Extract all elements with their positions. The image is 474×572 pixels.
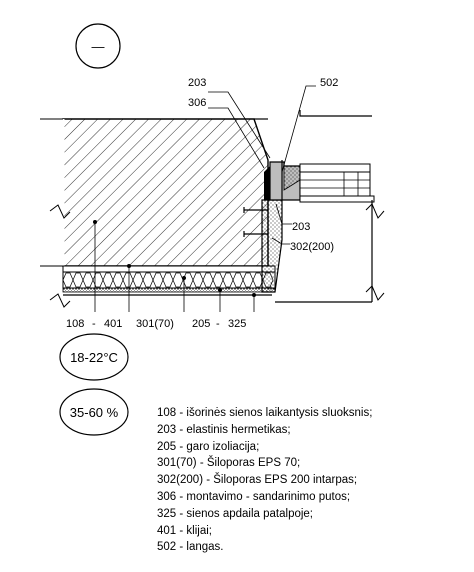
callout-502: 502 bbox=[320, 77, 339, 89]
callout-dash-1: - bbox=[92, 318, 96, 330]
legend-item: 502 - langas. bbox=[157, 541, 224, 554]
legend-list bbox=[157, 405, 372, 556]
wall-108 bbox=[40, 119, 268, 266]
callout-306: 306 bbox=[188, 97, 207, 109]
callout-325: 325 bbox=[228, 318, 247, 330]
temperature-text: 18-22°C bbox=[70, 350, 118, 365]
humidity-text: 35-60 % bbox=[69, 405, 119, 420]
callout-205: 205 bbox=[192, 318, 211, 330]
callout-302: 302(200) bbox=[290, 241, 335, 253]
bottom-callouts bbox=[66, 318, 246, 330]
window-502 bbox=[270, 162, 374, 202]
legend-item: 108 - išorinės sienos laikantysis sluoksnis; bbox=[157, 407, 373, 419]
temperature-oval bbox=[60, 334, 128, 380]
callout-203-right: 203 bbox=[292, 221, 311, 233]
callout-108: 108 bbox=[66, 318, 85, 330]
section-symbol bbox=[76, 24, 120, 68]
legend-item: 306 - montavimo - sandarinimo putos; bbox=[157, 490, 351, 503]
callout-401: 401 bbox=[104, 318, 123, 330]
section-symbol-text: — bbox=[91, 39, 105, 54]
humidity-oval bbox=[60, 389, 128, 435]
legend-item: 301(70) - Šiloporas EPS 70; bbox=[157, 457, 301, 470]
callout-301: 301(70) bbox=[136, 318, 174, 330]
legend-item: 325 - sienos apdaila patalpoje; bbox=[157, 507, 314, 520]
callout-dash-2: - bbox=[216, 318, 220, 330]
legend-item: 302(200) - Šiloporas EPS 200 intarpas; bbox=[157, 474, 358, 487]
legend-item: 205 - garo izoliacija; bbox=[157, 440, 260, 453]
legend-item: 203 - elastinis hermetikas; bbox=[157, 423, 291, 436]
break-line-right bbox=[366, 204, 384, 300]
callout-203-top: 203 bbox=[188, 77, 207, 89]
legend-item: 401 - klijai; bbox=[157, 524, 212, 537]
